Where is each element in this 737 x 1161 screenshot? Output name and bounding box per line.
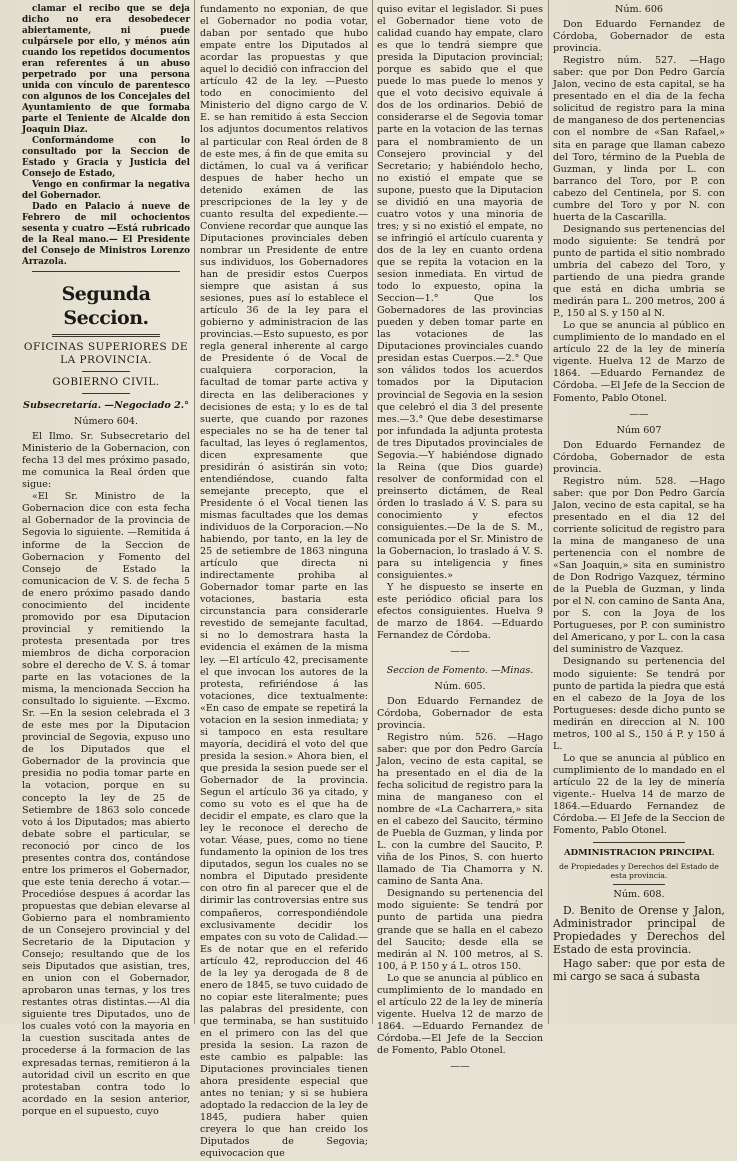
article-paragraph: «El Sr. Ministro de la Gobernacion dice con esta fecha al Gobernador de la provincia de Segovia lo siguiente. —Remitida á informe de la Seccion de Gobernacion y Fomento del Consejo de Estado la comunicacion de V. S. de fecha 5 de enero próximo pasado dando conocimiento del incidente promovido por esa Diputacion provincial y remitiendo la protesta presentada por tres miembros de dicha corporacion sobre el derecho de V. S. á tomar parte en las votaciones de la misma, la mencionada Seccion ha consultado lo siguiente. —Excmo. Sr. —En la sesion celebrada el 3 de este mes por la Diputacion provincial de Segovia, expuso uno de los Diputados que el Gobernador de la provincia que presidia no podia tomar parte en la votacion, porque en su concepto la ley de 25 de Setiembre de 1863 solo concede voto á los Diputados; mas abierto debate sobre el particular, se reconoció por cinco de los presentes contra dos, contándose entre los primeros el Gobernador, que este tenia derecho á votar.—Procedióse despues á acordar las propuestas que debian elevarse al Gobierno para el nombramiento de un Consejero provincial y del Secretario de la Diputacion y Consejo; resultando que de los seis Diputados que asistian, tres, en union con el Gobernador, aprobaron unas ternas, y los tres restantes otras distintas.—-Al dia siguiente tres Diputados, uno de los cuales votó con la mayoria en la cuestion suscitada antes de procederse á la formacion de las expresadas ternas, remitieron á la autoridad civil un escrito en que protestaban contra todo lo acordado en la sesion anterior, porque en el supuesto, cuyo [22, 491, 190, 1117]
oficinas-heading: OFICINAS SUPERIORES DE LA PROVINCIA. [23, 341, 189, 366]
conform-paragraph: Conformándome con lo consultado por la Seccion de Estado y Gracia y Justicia del Consejo de Estado, [22, 136, 190, 179]
divider [32, 271, 180, 272]
article-paragraph: Don Eduardo Fernandez de Córdoba, Gobernador de esta provincia. [553, 439, 725, 475]
divider [613, 884, 665, 885]
column-rule [548, 0, 549, 1024]
divider: —— [450, 1061, 470, 1073]
admin-heading: ADMINISTRACION PRINCIPAL [563, 848, 715, 859]
dado-paragraph: Dado en Palacio á nueve de Febrero de mil ochocientos sesenta y cuatro —Está rubricado de la Real mano.— El Presidente del Consejo de Ministros Lorenzo Arrazola. [22, 202, 190, 267]
article-paragraph: quiso evitar el legislador. Si pues el Gobernador tiene voto de calidad cuando hay empate, claro es que lo tendrá siempre que presida la Diputacion provincial; porque es sabido que el que puede lo mas puede lo menos y que el voto decisivo equivale á dos de los ordinarios. Debió de considerarse el de Segovia tomar parte en la votacion de las ternas para el nombramiento de un Consejero provincial y del Secretario; y habiéndolo hecho, no existió el empate que se supone, puesto que la Diputacion se dividió en una mayoria de cuatro votos y una minoria de tres; y si no existió el empate, no se infringió el artículo cuarenta y dos de la ley en cuanto ordena que se repita la votacion en la sesion inmediata. En virtud de todo lo expuesto, opina la Seccion—1.° Que los Gobernadores de las provincias pueden y deben tomar parte en las votaciones de las Diputaciones provinciales cuando presidan estas Cuerpos.—2.° Que son válidos todos los acuerdos tomados por la Diputacion provincial de Segovia en la sesion que celebró el dia 3 del presente mes.—3.° Que debe desestimarse por infundada la adjunta protesta de tres Diputados provinciales de Segovia.—Y habiéndose dignado la Reina (que Dios guarde) resolver de conformidad con el preinserto dictámen, de Real órden lo traslado á V. S. para su conocimiento y efectos consiguientes.—De la de S. M., comunicada por el Sr. Ministro de la Gobernacion, lo traslado á V. S. para su inteligencia y fines consiguientes.» [377, 4, 543, 582]
column-2 [200, 4, 368, 1160]
divider: —— [450, 646, 470, 658]
divider [82, 371, 130, 372]
article-paragraph: Lo que se anuncia al público en cumplimiento de lo mandado en el artículo 22 de la ley de minería vigente.- Huelva 14 de marzo de 1864.—Eduardo Fernandez de Córdoba.— El Jefe de la Seccion de Fomento, Pablo Otonel. [553, 752, 725, 837]
article-number: Núm. 608. [613, 888, 665, 900]
fomento-heading: Seccion de Fomento. —Minas. [386, 664, 534, 676]
column-rule [372, 0, 373, 1024]
column-1 [22, 4, 190, 1117]
article-paragraph: Hago saber: que por esta de mi cargo se saca á subasta [553, 956, 725, 983]
article-number: Núm 607 [616, 424, 662, 436]
article-number: Número 604. [73, 416, 139, 428]
article-paragraph: Designando sus pertenencias del modo siguiente: Se tendrá por punto de partida el sitio nombrado umbria del cabezo del Toro, y partiendo de una piedra grande que está en dicha umbria se medirán para L. 200 metros, 200 á P., 150 al S. y 150 al N. [553, 223, 725, 320]
admin-subheading: de Propiedades y Derechos del Estado de esta provincia. [559, 861, 719, 881]
divider [593, 842, 685, 843]
gobierno-heading: GOBIERNO CIVIL. [52, 376, 160, 388]
article-number: Núm. 605. [434, 680, 486, 692]
article-paragraph: Designando su pertenencia del modo siguiente: Se tendrá por punto de partida la piedra que está en el cabezo de la Joya de los Portugueses: desde dicho punto se medirán en direccion al N. 100 metros, 100 al S., 150 á P. y 150 á L. [553, 656, 725, 752]
divider [52, 334, 160, 337]
article-paragraph: Lo que se anuncia al público en cumplimiento de lo mandado en el artículo 22 de la ley de minería vigente. Huelva 12 de marzo de 1864. —Eduardo Fernandez de Córdoba.—El Jefe de la Seccion de Fomento, Pablo Otonel. [377, 972, 543, 1056]
article-paragraph: Registro núm. 527. —Hago saber: que por Don Pedro García Jalon, vecino de esta capital, se ha presentado en el dia de la fecha solicitud de registro para la mina de manganeso de dos pertenencias con el nombre de «San Rafael,» sita en parage que llaman cabezo del Toro, término de la Puebla de Guzman, y linda por L. con barranco del Toro, por P. con cabezo del Centinela, por S. con cumbre del Toro y por N. con huerta de la Cascarilla. [553, 55, 725, 223]
column-rule [194, 0, 195, 1024]
article-paragraph: Don Eduardo Fernandez de Córdoba, Gobernador de esta provincia. [553, 19, 725, 55]
article-paragraph: Registro núm. 526. —Hago saber: que por don Pedro García Jalon, vecino de esta capital, se ha presentado en el dia de la fecha solicitud de registro para la mina de manganeso con el nombre de «La Cacharrera,» sita en el cabezo del Saucito, término de Puebla de Guzman, y linda por L. con la cumbre del Saucito, P. viña de los Pinos, S. con huerto llamado de Tia Chamorra y N. camino de Santa Ana. [377, 731, 543, 888]
article-number: Núm. 606 [614, 4, 664, 15]
article-paragraph: Lo que se anuncia al público en cumplimiento de lo mandado en el artículo 22 de la ley de minería vigente. Huelva 12 de Marzo de 1864. —Eduardo Fernandez de Córdoba. —El Jefe de la Seccion de Fomento, Pablo Otonel. [553, 320, 725, 404]
section-title: Segunda Seccion. [61, 283, 151, 329]
divider [82, 393, 130, 394]
article-paragraph: fundamento no exponian, de que el Gobernador no podia votar, daban por sentado que hubo empate entre los Diputados al acordar las propuestas y que aquel lo decidió con infraccion del artículo 42 de la ley. —Puesto todo en conocimiento del Ministerio del digno cargo de V. E. se han remitido á esta Seccion los adjuntos documentos relativos al particular con Real órden de 8 de este mes, á fin de que emita su dictámen, lo cual va á verificar despues de haber hecho un detenido exámen de las prescripciones de la ley y de cuanto resulta del expediente.—Conviene recordar que aunque las Diputaciones provinciales deben nombrar un Presidente de entre sus individuos, los Gobernadores han de presidir estos Cuerpos siempre que asistan á sus sesiones, pues así lo establece el artículo 36 de la ley para el gobierno y administracion de las provincias.—Esto supuesto, es por regla general inherente al cargo de Presidente ó de Vocal de cualquiera corporacion, la facultad de tomar parte activa y directa en las deliberaciones y decisiones de esta; y lo es de tal suerte, que cuando por razones especiales no se ha de tener tal facultad, las leyes ó reglamentos, dicen expresamente que presidirán ó asistirán sin voto; entendiéndose, cuando falta semejante precepto, que el Presidente ó el Vocal tienen las mismas facultades que los demas individuos de la Corporacion.—No habiendo, por tanto, en la ley de 25 de setiembre de 1863 ninguna artículo que directa ni indirectamente prohiba al Gobernador tomar parte en las votaciones, bastaria esta circunstancia para considerarle revestido de semejante facultad, si no lo demostrara hasta la evidencia el exámen de la misma ley. —El artículo 42, precisamente el que invocan los autores de la protesta, refiriéndose á las votaciones, dice textualmente: «En caso de empate se repetirá la votacion en la sesion inmediata; y si tampoco en esta resultare mayoría, decidirá el voto del que presida la sesion.» Ahora bien, el que presida la sesion puede ser el Gobernador de la provincia. Segun el artículo 36 ya citado, y como su voto es el que ha de decidir el empate, es claro que la ley le reconoce el derecho de votar. Véase, pues, como no tiene fundamento la opinion de los tres diputados, segun los cuales no se nombra el Diputado presidente con otro fin al parecer que el de dirimir las controversias entre sus compañeros, correspondiéndole exclusivamente decidir los empates con su voto de Calidad.—Es de notar que en el referido artículo 42, reproduccion del 46 de la ley ya derogada de 8 de enero de 1845, se tuvo cuidado de no copiar este literalmente; pues las palabras del presidente, con que terminaba, se han sustituido en el primero con las del que presida la sesion. La razon de este cambio es palpable: las Diputaciones provinciales tienen ahora presidente especial que antes no tenian; y si se hubiera adoptado la redaccion de la ley de 1845, pudiera haber quien creyera lo que han creido los Diputados de Segovia; equivocacion que [200, 4, 368, 1160]
article-paragraph: Registro núm. 528. —Hago saber: que por Don Pedro García Jalon, vecino de esta capital, se ha presentado en el dia 12 del corriente solicitud de registro para la mina de manganeso de una pertenencia con el nombre de «San Joaquin,» sita en suministro de Don Rodrigo Vazquez, término de la Puebla de Guzman, y linda por el N. con camino de Santa Ana, por S. con la Joya de los Portugueses, por P. con suministro del Americano, y por L. con la casa del suministro de Vazquez. [553, 475, 725, 656]
divider: —— [629, 408, 649, 420]
article-paragraph: Don Eduardo Fernandez de Córdoba, Gobernador de esta provincia. [377, 695, 543, 731]
intro-paragraph: clamar el recibo que se deja dicho no era desobedecer abiertamente, ni puede culpársele por ello, y ménos aún cuando los repetidos documentos eran referentes á un abuso perpetrado por una persona unida con vínculo de parentesco con algunos de los Concejales del Ayuntamiento de que formaba parte el Teniente de Alcalde don Joaquin Diaz. [22, 4, 190, 135]
column-3 [377, 4, 543, 1073]
vengo-paragraph: Vengo en confirmar la negativa del Gobernador. [22, 180, 190, 201]
column-4 [553, 4, 725, 1024]
article-paragraph: Y he dispuesto se inserte en este periódico oficial para los efectos consiguientes. Huelva 9 de marzo de 1864. —Eduardo Fernandez de Córdoba. [377, 582, 543, 642]
subsecretaria-heading: Subsecretaría. —Negociado 2.° [23, 400, 189, 411]
article-paragraph: D. Benito de Orense y Jalon, Administrador principal de Propiedades y Derechos del Estado de esta provincia. [553, 903, 725, 957]
article-paragraph: Designando su pertenencia del modo siguiente: Se tendrá por punto de partida una piedra grande que se halla en el cabezo del Saucito; desde ella se medirán al N. 100 metros, al S. 100, á P. 150 y á L. otros 150. [377, 888, 543, 972]
article-paragraph: El Ilmo. Sr. Subsecretario del Ministerio de la Gobernacion, con fecha 13 del mes próximo pasado, me comunica la Real órden que sigue: [22, 431, 190, 491]
